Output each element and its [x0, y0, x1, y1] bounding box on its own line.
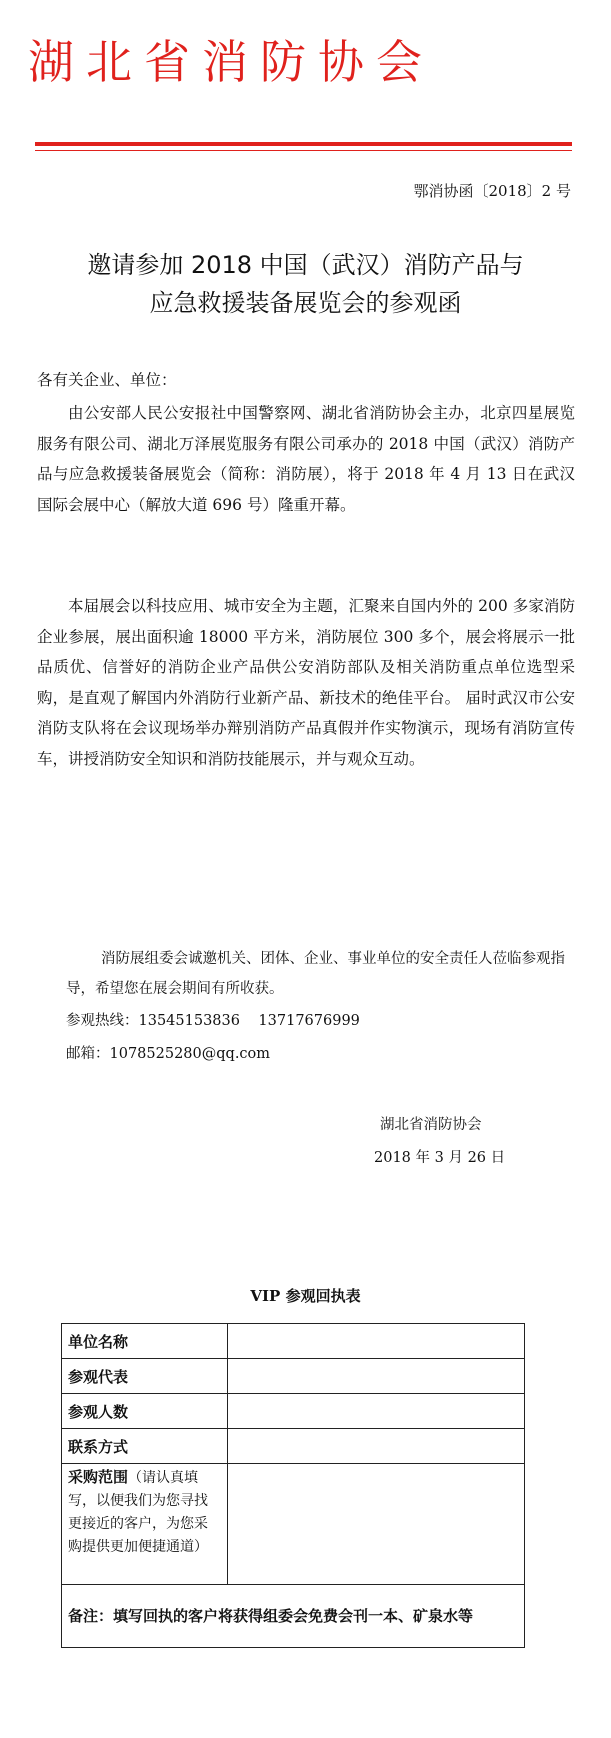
form-field-unit-name[interactable]: [228, 1324, 525, 1359]
paragraph-1: 由公安部人民公安报社中国警察网、湖北省消防协会主办，北京四星展览服务有限公司、湖北万泽展览服务有限公司承办的 2018 中国（武汉）消防产品与应急救援装备展览会（简称：消防展），将于 2018 年 4 月 13 日在武汉国际会展中心（解放大道 696 号）隆重开幕。: [37, 404, 575, 514]
form-field-contact[interactable]: [228, 1429, 525, 1464]
contact-hotline: 参观热线：13545153836 13717676999: [66, 1013, 360, 1029]
form-row-purchase-scope: [62, 1464, 525, 1585]
signature-org: 湖北省消防协会: [380, 1117, 482, 1133]
header-rule-thin: [35, 150, 572, 151]
vip-reply-form: [61, 1323, 525, 1648]
document-title: [30, 246, 581, 322]
form-field-purchase-scope[interactable]: [228, 1464, 525, 1585]
header-rule-thick: [35, 142, 572, 146]
contact-email: 邮箱：1078525280@qq.com: [66, 1046, 271, 1062]
form-label: 参观人数: [62, 1394, 228, 1429]
salutation: 各有关企业、单位：: [37, 371, 177, 389]
form-label: 单位名称: [62, 1324, 228, 1359]
form-remarks: 备注：填写回执的客户将获得组委会免费会刊一本、矿泉水等: [62, 1585, 525, 1648]
document-title-line-2: 应急救援装备展览会的参观函: [149, 289, 462, 317]
document-title-line-1: 邀请参加 2018 中国（武汉）消防产品与: [87, 251, 524, 279]
form-label-purchase: [62, 1464, 228, 1585]
form-row-visitor-count: [62, 1394, 525, 1429]
document-number: 鄂消协函〔2018〕2 号: [413, 182, 571, 200]
purchase-label: 采购范围: [68, 1468, 129, 1486]
form-label: 联系方式: [62, 1429, 228, 1464]
header-org-title: 湖北省消防协会: [28, 35, 434, 89]
invitation-paragraph: 消防展组委会诚邀机关、团体、企业、事业单位的安全责任人莅临参观指导，希望您在展会期间有所收获。: [66, 951, 565, 997]
form-row-representative: [62, 1359, 525, 1394]
paragraph-2: 本届展会以科技应用、城市安全为主题，汇聚来自国内外的 200 多家消防企业参展，展出面积逾 18000 平方米，消防展位 300 多个，展会将展示一批品质优、信誉好的消防企业产品供公安消防部队及相关消防重点单位选型采购，是直观了解国内外消防行业新产品、新技术的绝佳平台。 届时武汉市公安消防支队将在会议现场举办辩别消防产品真假并作实物演示，现场有消防宣传车，讲授消防安全知识和消防技能展示，并与观众互动。: [37, 597, 575, 768]
signature-date: 2018 年 3 月 26 日: [374, 1150, 506, 1166]
form-row-contact: [62, 1429, 525, 1464]
form-label: 参观代表: [62, 1359, 228, 1394]
purchase-note: （请认真填写，以便我们为您寻找更接近的客户，为您采购提供更加便捷通道）: [68, 1470, 208, 1555]
form-field-visitor-count[interactable]: [228, 1394, 525, 1429]
form-row-unit-name: [62, 1324, 525, 1359]
form-title: VIP 参观回执表: [250, 1287, 361, 1305]
form-field-representative[interactable]: [228, 1359, 525, 1394]
form-row-remarks: [62, 1585, 525, 1648]
